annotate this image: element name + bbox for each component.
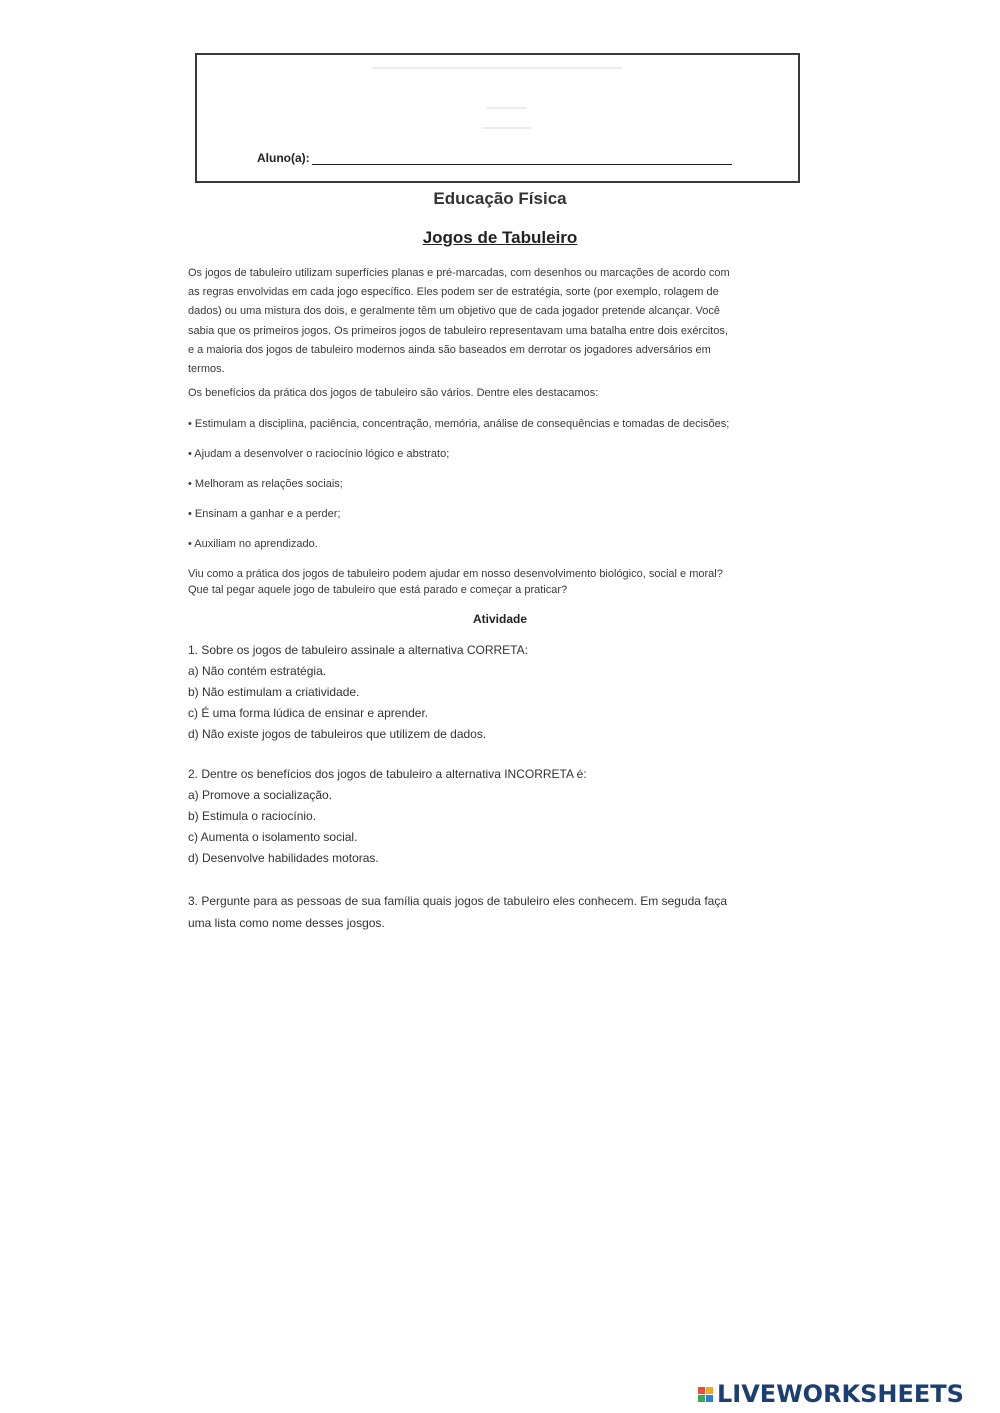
intro-line: e a maioria dos jogos de tabuleiro modernos ainda são baseados em derrotar os jogadores adversários em [188,343,711,356]
student-label: Aluno(a): [257,151,310,165]
logo-text: LIVEWORKSHEETS [717,1380,964,1408]
benefits-intro: Os benefícios da prática dos jogos de tabuleiro são vários. Dentre eles destacamos: [188,387,599,399]
intro-line: sabia que os primeiros jogos. Os primeiros jogos de tabuleiro representavam uma batalha entre dois exércitos, [188,324,728,337]
student-name-field[interactable] [257,151,732,165]
question-1-option-d[interactable]: d) Não existe jogos de tabuleiros que utilizem de dados. [188,727,487,741]
question-3 [188,890,830,934]
student-name-line[interactable] [312,152,732,165]
question-2-option-d[interactable]: d) Desenvolve habilidades motoras. [188,851,379,865]
liveworksheets-logo-icon [697,1386,713,1402]
intro-paragraph [188,264,830,379]
question-1-prompt: 1. Sobre os jogos de tabuleiro assinale a alternativa CORRETA: [188,643,528,657]
question-1-option-c[interactable]: c) É uma forma lúdica de ensinar e aprender. [188,706,429,720]
intro-line: dados) ou uma mistura dos dois, e geralmente têm um objetivo que de cada jogador pretende alcançar. Você [188,305,720,318]
question-2-prompt: 2. Dentre os benefícios dos jogos de tabuleiro a alternativa INCORRETA é: [188,767,587,781]
benefit-item: • Ensinam a ganhar e a perder; [188,508,341,520]
question-1-option-b[interactable]: b) Não estimulam a criatividade. [188,685,360,699]
question-3-line: uma lista como nome desses josgos. [188,916,385,930]
closing-line: Viu como a prática dos jogos de tabuleiro podem ajudar em nosso desenvolvimento biológico, social e moral? [188,568,723,580]
benefit-item: • Auxiliam no aprendizado. [188,538,318,550]
header-box [195,53,800,183]
page-title: Jogos de Tabuleiro [422,228,578,247]
question-3-line: 3. Pergunte para as pessoas de sua família quais jogos de tabuleiro eles conhecem. Em seguda faça [188,894,727,908]
activity-heading: Atividade [472,612,527,626]
question-2-option-c[interactable]: c) Aumenta o isolamento social. [188,830,358,844]
intro-line: as regras envolvidas em cada jogo específico. Eles podem ser de estratégia, sorte (por exemplo, rolagem de [188,286,719,299]
benefit-item: • Estimulam a disciplina, paciência, concentração, memória, análise de consequências e tomadas de decisões; [188,418,730,430]
question-2-option-a[interactable]: a) Promove a socialização. [188,788,333,802]
question-1-option-a[interactable]: a) Não contém estratégia. [188,664,327,678]
benefit-item: • Melhoram as relações sociais; [188,478,343,490]
liveworksheets-logo[interactable] [697,1380,964,1408]
intro-line: termos. [188,363,225,376]
closing-line: Que tal pegar aquele jogo de tabuleiro que está parado e começar a praticar? [188,584,568,596]
intro-line: Os jogos de tabuleiro utilizam superfícies planas e pré-marcadas, com desenhos ou marcações de acordo com [188,267,730,279]
closing-paragraph [188,566,830,598]
question-2-option-b[interactable]: b) Estimula o raciocínio. [188,809,317,823]
subject-heading: Educação Física [433,189,567,208]
benefit-item: • Ajudam a desenvolver o raciocínio lógico e abstrato; [188,448,450,460]
